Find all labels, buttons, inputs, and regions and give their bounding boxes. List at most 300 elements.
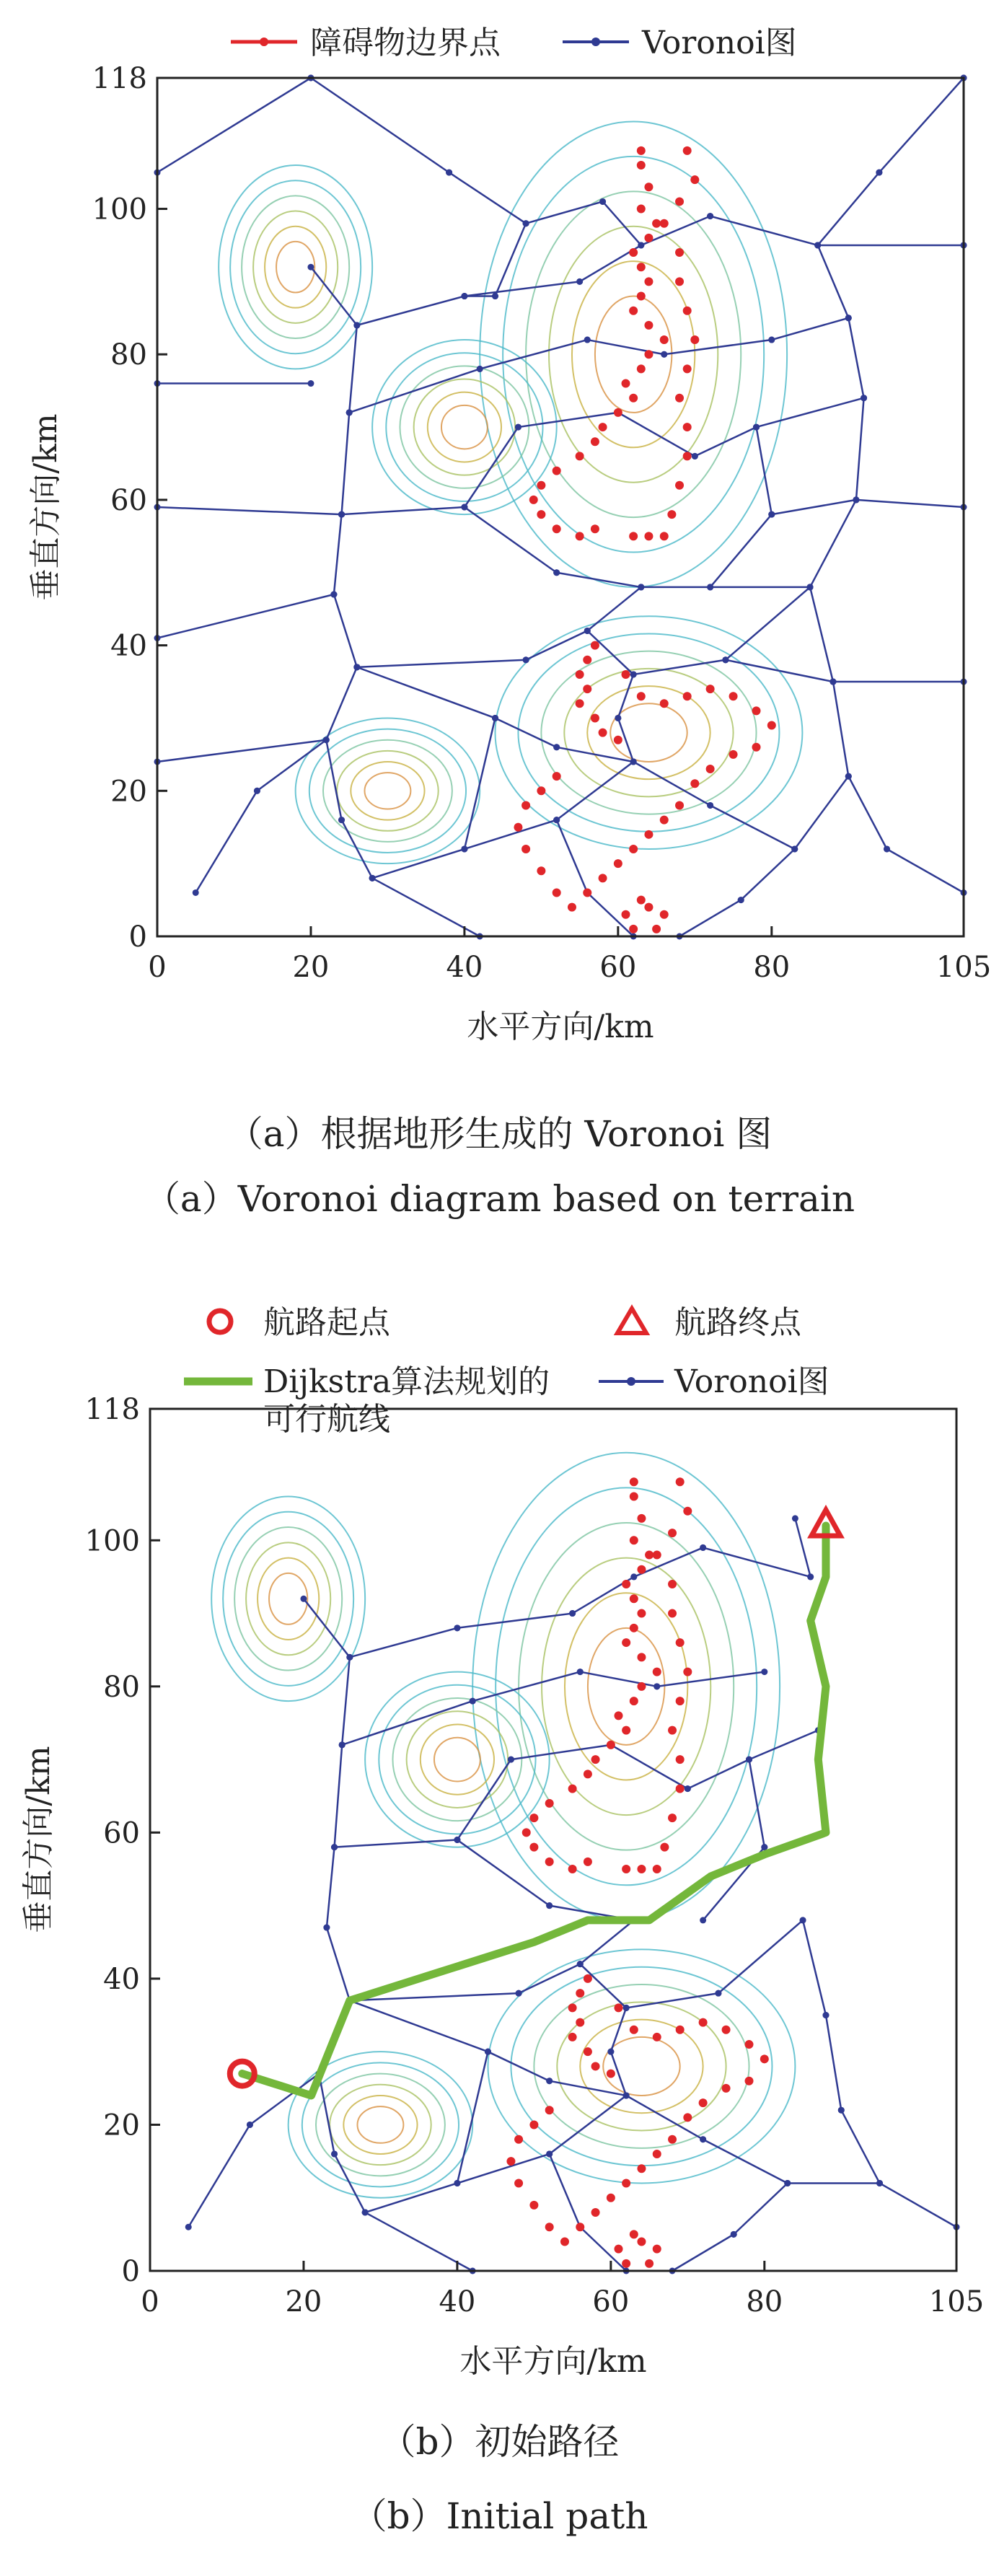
obstacle-point [584,1770,592,1778]
voronoi-edge [488,2052,549,2081]
x-tick-label: 0 [148,951,167,984]
x-tick-label: 40 [446,951,483,984]
obstacle-point [630,2230,638,2238]
obstacle-point [644,830,653,839]
contour-line [407,1711,509,1808]
legend-start-marker [209,1311,231,1332]
voronoi-vertex [829,679,836,685]
x-tick-label: 20 [292,951,330,984]
obstacle-point [644,321,653,330]
contour-line [330,2085,431,2165]
contour-line [351,762,424,820]
voronoi-vertex [792,1515,798,1521]
obstacle-point [745,2077,754,2085]
voronoi-edge [718,1920,803,1993]
contour-line [549,227,718,483]
voronoi-edge [749,1731,819,1760]
y-tick-label: 118 [92,62,147,95]
obstacle-point [653,2245,661,2254]
obstacle-point [676,1638,685,1647]
obstacle-point [584,1858,592,1866]
legend-end-marker [617,1309,646,1333]
obstacle-point [675,197,684,206]
voronoi-vertex [353,322,360,328]
x-tick-label: 60 [599,951,637,984]
contour-line [434,1738,480,1782]
voronoi-vertex [653,1683,660,1689]
voronoi-vertex [630,671,637,677]
voronoi-vertex [746,1757,752,1763]
obstacle-point [591,641,599,650]
obstacle-point [760,2054,769,2063]
y-axis-label: 垂直方向/km [20,1746,57,1933]
contour-line [542,1558,710,1815]
legend-path-label-line1: Dijkstra算法规划的 [263,1363,550,1400]
voronoi-vertex [623,2092,630,2098]
x-tick-label: 40 [439,2285,476,2318]
voronoi-edge [449,172,526,224]
contour-line [234,1527,342,1670]
contour-line [357,2106,403,2143]
voronoi-edge [795,1518,810,1577]
voronoi-vertex [661,351,667,358]
voronoi-vertex [876,2180,883,2186]
obstacle-point [584,2047,592,2056]
voronoi-vertex [553,744,560,750]
voronoi-edge [357,660,526,667]
voronoi-edge [557,820,588,893]
voronoi-edge [856,398,864,500]
obstacle-point [637,2237,646,2246]
obstacle-point [644,277,653,286]
voronoi-vertex [193,889,199,896]
contour-line [441,405,488,449]
obstacle-point [537,786,545,795]
voronoi-vertex [331,1844,338,1850]
obstacle-point [653,1551,661,1560]
obstacle-point [675,481,684,490]
voronoi-edge [618,413,695,457]
obstacle-point [629,394,638,403]
plot-frame [157,78,964,936]
voronoi-vertex [338,511,345,518]
voronoi-vertex [323,737,330,743]
contour-line [302,2062,459,2186]
y-tick-label: 80 [110,338,147,372]
voronoi-vertex [362,2209,369,2215]
obstacle-point [568,1785,577,1793]
obstacle-point [622,379,630,388]
contour-line [610,703,687,762]
legend-voronoi-marker [627,1377,635,1386]
x-tick-label: 105 [936,951,992,984]
voronoi-edge [465,718,496,849]
y-tick-label: 0 [121,2255,140,2288]
contour-line [414,379,516,475]
voronoi-vertex [338,817,345,823]
obstacle-point [622,2179,630,2187]
obstacle-point [660,699,669,708]
obstacle-point [599,729,607,737]
voronoi-vertex [461,504,467,511]
voronoi-vertex [523,656,529,663]
voronoi-edge [526,201,602,223]
voronoi-edge [550,2154,581,2227]
voronoi-edge [879,78,964,172]
obstacle-point [675,248,684,257]
voronoi-edge [848,776,886,849]
obstacle-point [676,1755,685,1764]
contour-line [428,392,501,462]
voronoi-edge [703,1547,811,1577]
obstacle-point [545,1858,554,1866]
obstacle-point [699,2018,708,2027]
obstacle-point [683,1507,692,1516]
voronoi-vertex [807,1573,814,1580]
contour-line [343,2096,417,2154]
voronoi-vertex [523,220,529,227]
obstacle-point [683,2113,692,2122]
obstacle-point [622,910,630,919]
obstacle-point [630,1624,638,1632]
legend-end-label: 航路终点 [674,1304,801,1341]
voronoi-edge [465,281,580,296]
obstacle-point [553,888,561,897]
voronoi-vertex [630,758,637,765]
voronoi-vertex [247,2122,253,2128]
voronoi-edge [195,791,257,892]
x-tick-label: 105 [928,2285,985,2318]
obstacle-point [668,1726,677,1735]
contour-line [541,651,756,814]
voronoi-vertex [577,1961,584,1967]
voronoi-edge [480,340,587,369]
axes-ticks [85,1393,985,2318]
obstacle-point [676,1697,685,1705]
voronoi-vertex [584,337,591,343]
obstacle-point [637,692,646,700]
voronoi-vertex [861,395,867,401]
voronoi-edge [557,747,633,762]
caption-b-en: （b）Initial path [351,2495,648,2537]
obstacle-point [653,1865,661,1873]
obstacle-point [675,394,684,403]
voronoi-vertex [768,511,775,518]
voronoi-vertex [515,424,521,431]
voronoi-vertex [576,278,583,285]
voronoi-vertex [485,2049,491,2055]
contour-line [565,1593,687,1780]
voronoi-edge [342,413,350,514]
y-tick-label: 100 [92,193,147,227]
obstacle-point [660,910,669,919]
voronoi-edge [342,820,373,879]
obstacle-point [583,888,591,897]
obstacle-point [660,1843,669,1852]
obstacle-point [668,2135,677,2144]
obstacle-point [553,467,561,475]
obstacle-point [529,1814,538,1822]
voronoi-vertex [339,1741,346,1748]
voronoi-edge [335,2154,366,2212]
voronoi-edge [880,2183,956,2227]
contour-line [534,1984,749,2148]
voronoi-vertex [353,664,360,670]
obstacle-point [660,816,669,825]
contour-line [253,211,338,323]
voronoi-edge [465,427,519,507]
voronoi-vertex [700,1917,706,1923]
obstacle-point [537,481,545,490]
obstacle-point [637,1682,646,1691]
voronoi-edge [157,594,334,638]
voronoi-vertex [853,496,859,503]
voronoi-edge [810,500,856,587]
voronoi-edge [327,1927,350,2000]
legend-start-label: 航路起点 [263,1304,390,1341]
obstacle-point [568,2003,577,2012]
obstacle-point [668,1609,677,1618]
contour-line [230,180,361,353]
voronoi-vertex [569,1610,576,1617]
obstacle-point [644,183,653,191]
obstacle-point [690,335,699,344]
obstacle-point [729,692,738,700]
obstacle-point [644,903,653,912]
voronoi-edge [887,849,964,893]
voronoi-edge [726,660,833,682]
voronoi-vertex [307,380,314,387]
voronoi-edge [550,2081,626,2096]
obstacle-point [630,2026,638,2034]
caption-a-en: （a）Voronoi diagram based on terrain [144,1178,855,1220]
voronoi-vertex [884,845,890,852]
x-tick-label: 60 [592,2285,630,2318]
voronoi-edge [519,1964,580,1994]
obstacle-point [622,670,630,679]
obstacle-point [653,2150,661,2158]
voronoi-edge [833,682,848,776]
contour-line [400,366,529,488]
obstacle-point [637,2164,646,2173]
voronoi-edge [603,201,641,245]
voronoi-vertex [577,1669,584,1675]
x-tick-label: 0 [141,2285,159,2318]
legend-path-label-line2: 可行航线 [263,1401,390,1438]
obstacle-point [506,2157,515,2166]
obstacle-point [653,1668,661,1676]
voronoi-vertex [346,409,353,416]
voronoi-edge [311,78,449,172]
voronoi-vertex [800,1917,806,1923]
voronoi-edge [611,1745,687,1789]
obstacle-point [576,2223,584,2231]
voronoi-edge [757,427,772,514]
y-tick-label: 100 [84,1524,140,1558]
voronoi-edge [672,2234,734,2271]
voronoi-edge [803,1920,826,2015]
voronoi-vertex [700,1544,706,1551]
contour-line [316,2074,445,2176]
obstacle-point [591,437,599,446]
voronoi-vertex [185,2224,192,2230]
voronoi-edges [185,1515,960,2274]
obstacle-point [576,699,584,708]
obstacle-point [522,1828,531,1837]
contour-line [392,1698,521,1821]
voronoi-edge [772,318,848,340]
contour-line [246,1542,330,1655]
contour-line [337,751,439,831]
y-tick-label: 60 [103,1816,140,1850]
voronoi-vertex [707,584,713,590]
obstacle-point [683,1668,692,1676]
voronoi-edge [710,805,795,849]
obstacle-point [614,408,622,417]
voronoi-edge [818,172,879,245]
voronoi-edge [350,1628,457,1658]
obstacle-point [644,234,653,242]
obstacle-point [591,713,599,722]
voronoi-vertex [700,2136,706,2142]
voronoi-vertex [369,875,376,882]
obstacle-point [683,692,692,700]
y-tick-label: 60 [110,483,147,517]
obstacle-point [683,423,692,431]
legend-voronoi-label: Voronoi图 [642,25,797,61]
obstacle-point [576,452,584,460]
obstacle-point [514,2135,523,2144]
voronoi-vertex [814,242,821,248]
voronoi-edge [772,500,856,514]
voronoi-edge [810,587,833,682]
obstacle-point [652,925,661,933]
obstacle-point [545,1799,554,1808]
obstacle-point [615,2003,623,2012]
voronoi-edge [580,1672,656,1687]
terrain-contours [219,122,802,864]
obstacle-point [722,2026,731,2034]
legend-voronoi-marker [591,38,600,46]
voronoi-vertex [623,2005,630,2011]
voronoi-edge [741,849,795,900]
voronoi-edge [679,900,741,936]
obstacle-point [529,2120,538,2129]
obstacle-point [607,2070,615,2078]
voronoi-vertex [584,628,591,634]
obstacle-point [645,1551,653,1560]
obstacle-point [752,706,761,715]
voronoi-edge [710,216,818,245]
obstacle-point [630,1697,638,1705]
voronoi-vertex [761,1844,767,1850]
obstacle-point [683,452,692,460]
y-tick-label: 20 [110,775,147,809]
y-tick-label: 40 [103,1962,140,1996]
voronoi-edge [327,1847,335,1927]
voronoi-edge [350,2000,488,2052]
obstacle-point [637,1514,646,1523]
obstacle-point [615,2245,623,2254]
obstacle-point [529,2201,538,2210]
voronoi-vertex [807,584,814,590]
obstacle-point [521,845,530,853]
voronoi-edge [848,318,863,398]
voronoi-edge [580,1920,634,1964]
obstacle-point [576,532,584,540]
caption-b-cn: （b）初始路径 [379,2421,620,2463]
voronoi-edge [795,776,849,849]
voronoi-edge [826,2015,841,2111]
obstacle-point [637,161,646,170]
voronoi-edge [157,507,342,514]
obstacle-point [568,903,576,912]
obstacle-point [668,1814,677,1822]
voronoi-vertex [553,569,560,576]
voronoi-edge [526,630,587,659]
terrain-contours [211,1453,795,2198]
contour-line [309,729,466,853]
contour-line [503,157,764,553]
voronoi-vertex [454,2180,460,2186]
x-tick-label: 80 [746,2285,783,2318]
legend [231,25,797,61]
voronoi-vertex [685,1785,691,1792]
voronoi-edge [611,2008,626,2052]
contour-line [603,2037,679,2096]
obstacle-point [637,364,646,373]
obstacle-point [599,423,607,431]
voronoi-vertex [599,198,606,205]
obstacle-point [521,801,530,809]
obstacle-point [622,1638,630,1647]
voronoi-vertex [784,2180,791,2186]
obstacle-point [690,175,699,184]
voronoi-vertex [768,337,775,343]
x-axis-label: 水平方向/km [459,2343,647,2380]
obstacle-point [576,1989,584,1997]
voronoi-edge [465,820,557,849]
voronoi-vertex [454,1837,460,1843]
voronoi-edge [334,514,342,594]
voronoi-vertex [492,715,498,721]
obstacle-point [653,2033,661,2041]
voronoi-vertex [753,424,760,431]
voronoi-vertex [546,2078,553,2084]
voronoi-vertex [838,2107,845,2114]
voronoi-vertex [461,845,467,852]
obstacle-point [706,685,715,693]
voronoi-vertex [516,1990,522,1997]
y-tick-label: 0 [128,920,147,954]
voronoi-edge [357,667,496,718]
obstacle-point [629,925,638,933]
voronoi-vertex [607,2049,614,2055]
voronoi-vertex [546,2150,553,2157]
obstacle-point [630,1477,638,1486]
voronoi-vertex [761,1669,767,1675]
voronoi-vertex [615,715,621,721]
voronoi-edge [587,340,664,354]
obstacle-point [668,1580,677,1588]
voronoi-vertex [346,1654,353,1661]
legend [184,1304,829,1438]
obstacle-point [644,350,653,359]
voronoi-vertex [508,1757,514,1763]
voronoi-edge [334,594,357,667]
obstacle-point [514,2179,523,2187]
obstacle-point [637,1565,646,1574]
